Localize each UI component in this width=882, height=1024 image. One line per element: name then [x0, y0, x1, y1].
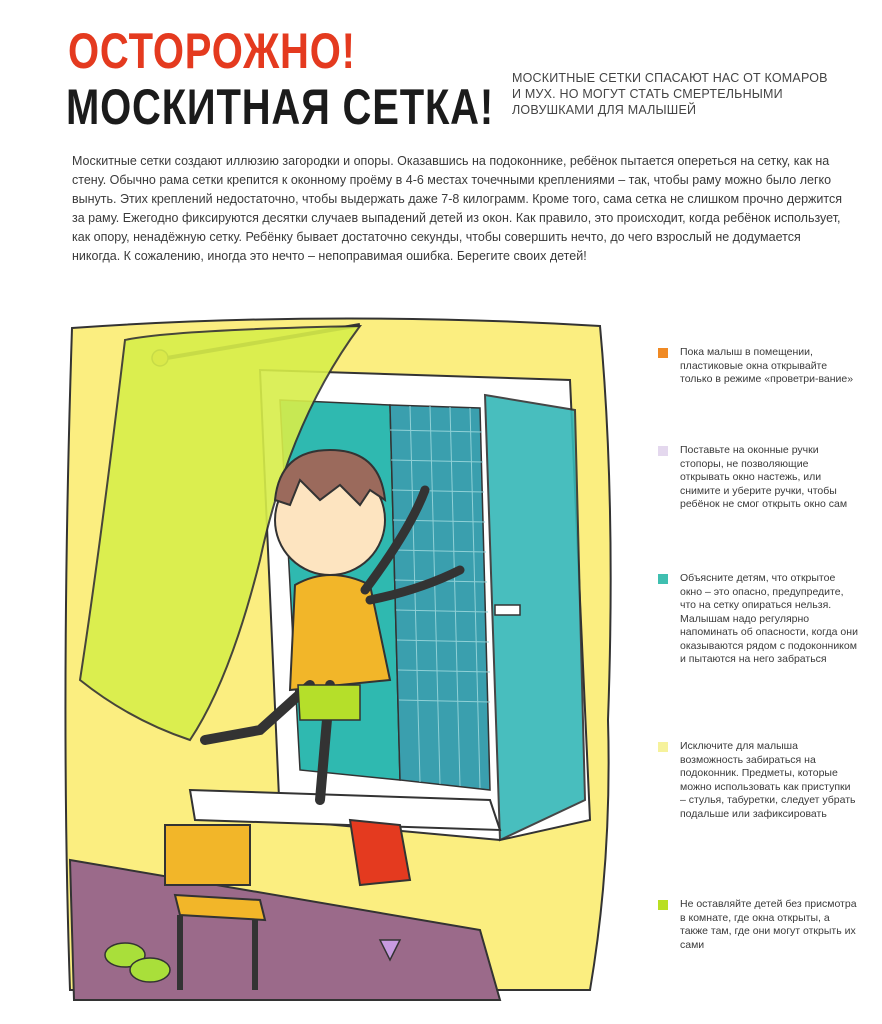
- tip-marker-orange: [658, 348, 668, 358]
- subtitle: МОСКИТНЫЕ СЕТКИ СПАСАЮТ НАС ОТ КОМАРОВ И МУХ. НО МОГУТ СТАТЬ СМЕРТЕЛЬНЫМИ ЛОВУШКАМИ ДЛЯ МАЛЫШЕЙ: [512, 71, 828, 117]
- tip-handle-stoppers: Поставьте на оконные ручки стопоры, не позволяющие открывать окно настежь, или снимите и уберите ручки, чтобы ребёнок не смог открыть окно сам: [658, 444, 858, 512]
- tip-marker-teal: [658, 574, 668, 584]
- tip-marker-yellow: [658, 742, 668, 752]
- tip-supervise-children: Не оставляйте детей без присмотра в комнате, где окна открыты, а также там, где они могут открыть их сами: [658, 898, 858, 952]
- intro-paragraph: Москитные сетки создают иллюзию загородки и опоры. Оказавшись на подоконнике, ребёнок пытается опереться на сетку, как на стену. Обычно рама сетки крепится к оконному проёму в 4-6 местах точечными креплениями – так, чтобы раму можно было легко вынуть. Этих креплений недостаточно, чтобы выдержать даже 7-8 килограмм. Кроме того, сама сетка не слишком прочно держится за раму. Ежегодно фиксируются десятки случаев выпадений детей из окон. Как правило, это происходит, когда ребёнок использует, как опору, ненадёжную сетку. Ребёнку бывает достаточно секунды, чтобы совершить нечто, до чего взрослый не додумается никогда. К сожалению, иногда это нечто – непоправимая ошибка. Берегите своих детей!: [72, 154, 842, 263]
- tip-marker-green: [658, 900, 668, 910]
- tip-explain-danger: Объясните детям, что открытое окно – это опасно, предупредите, что на сетку опираться нельзя. Малышам надо регулярно напоминать об опасности, когда они оказываются рядом с подоконником и пытаются на него забраться: [658, 572, 858, 667]
- title-line-1: ОСТОРОЖНО!: [68, 23, 356, 79]
- tip-remove-step-objects: Исключите для малыша возможность забираться на подоконник. Предметы, которые можно использовать как приступки – стулья, табуретки, следует убрать подальше или зафиксировать: [658, 740, 858, 821]
- tip-marker-lilac: [658, 446, 668, 456]
- window-safety-illustration: [30, 300, 620, 1015]
- title-line-2: МОСКИТНАЯ СЕТКА!: [66, 79, 494, 135]
- tip-ventilation-mode: Пока малыш в помещении, пластиковые окна открывайте только в режиме «проветри-вание»: [658, 346, 858, 387]
